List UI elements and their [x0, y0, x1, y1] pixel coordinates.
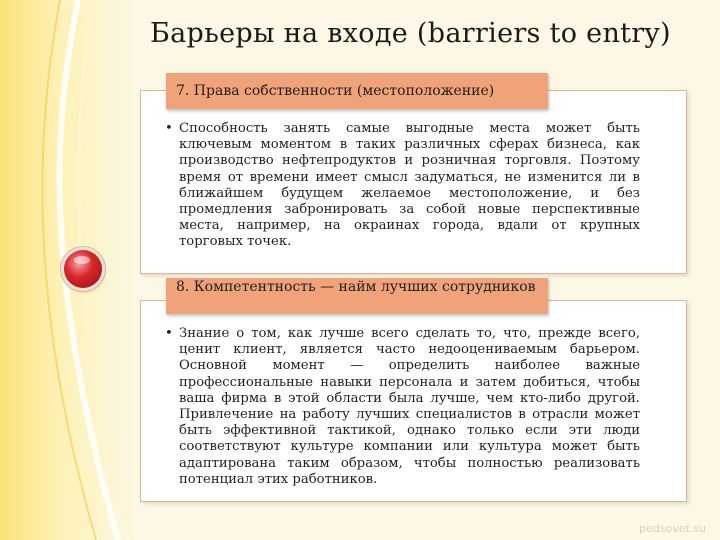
bullet-icon: • [165, 121, 173, 136]
section-heading-location: 7. Права собственности (местоположение) [166, 73, 548, 109]
paragraph: Способность занять самые выгодные места может быть ключевым моментом в таких различных сферах бизнеса, как производство нефтепродуктов и розничная торговля. Поэтому время от времени имеет смысл задуматься, не изменится ли в ближайшем будущем желаемое местоположение, и без промедления забронировать за собой новые перспективные места, например, на окраинах города, вдали от крупных торговых точек. [179, 121, 640, 250]
section-heading-competence: 8. Компетентность — найм лучших сотрудников [166, 278, 548, 314]
section-text-competence [165, 326, 640, 488]
slide-title: Барьеры на входе (barriers to entry) [150, 18, 671, 49]
bullet-icon: • [165, 326, 173, 341]
watermark-text: pedsovet.su [639, 522, 706, 535]
red-orb-icon [64, 250, 102, 288]
paragraph: Знание о том, как лучше всего сделать то, что, прежде всего, ценит клиент, является часто недооцениваемым барьером. Основной момент — определить наиболее важные профессиональные навыки персонала и затем добиться, чтобы ваша фирма в этой области была лучше, чем кто-либо другой. Привлечение на работу лучших специалистов в отрасли может быть эффективной тактикой, однако только если эти люди соответствуют культуре компании или культура может быть адаптирована таким образом, чтобы полностью реализовать потенциал этих работников. [179, 326, 640, 487]
section-text-location [165, 121, 640, 251]
